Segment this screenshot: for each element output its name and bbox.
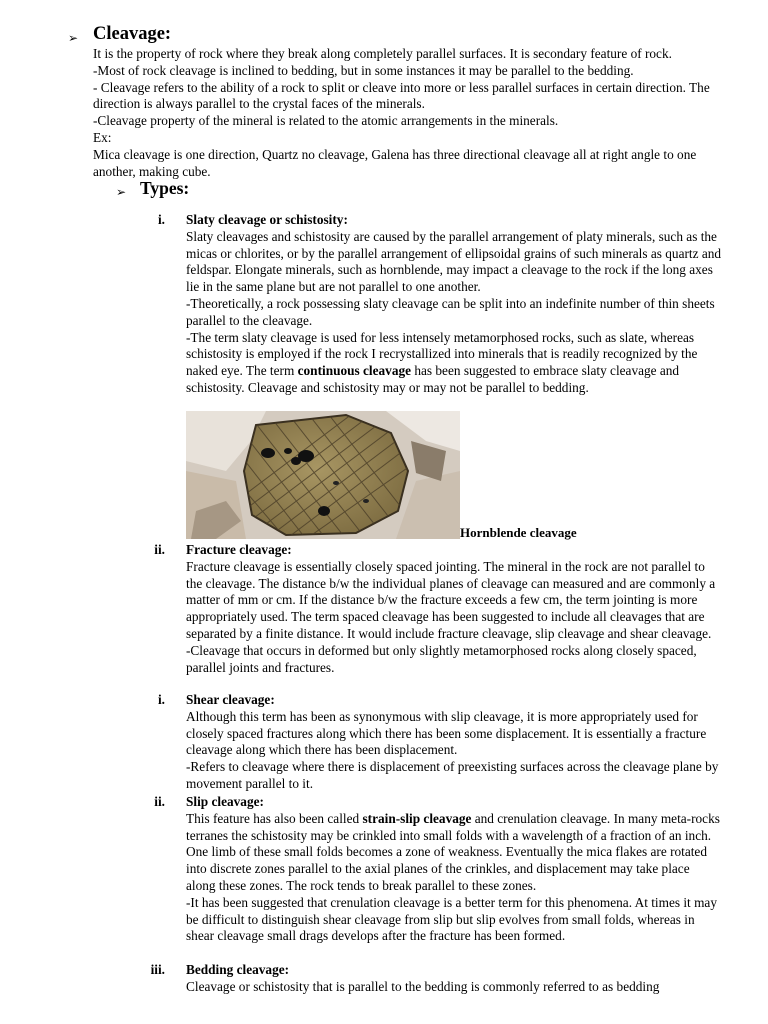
item-paragraph: -The term slaty cleavage is used for less intensely metamorphosed rocks, such as slate, whereas schistosity is employed if the rock I recrystallized into minerals that is readily recognized by the naked eye. The term continuous cleavage has been suggested to embrace slaty cleavage and schistosity. Cleavage and schistosity may or may not be parallel to bedding. xyxy=(186,329,698,395)
item-title: Fracture cleavage: xyxy=(186,542,292,557)
item-paragraph: -It has been suggested that crenulation cleavage is a better term for this phenomena. At times it may be difficult to distinguish shear cleavage from slip but slip evolves from small folds, whereas in shear cleavage small drags develops after the fracture has been formed. xyxy=(186,894,717,944)
figure-caption: Hornblende cleavage xyxy=(460,525,577,540)
item-title: Bedding cleavage: xyxy=(186,962,290,977)
item-title: Shear cleavage: xyxy=(186,692,275,707)
list-number: i. xyxy=(157,692,165,707)
arrow-bullet-icon: ➢ xyxy=(116,185,127,199)
item-paragraph: -Cleavage that occurs in deformed but only slightly metamorphosed rocks along closely spaced, parallel joints and fractures. xyxy=(186,642,697,675)
item-paragraph: This feature has also been called strain-slip cleavage and crenulation cleavage. In many meta-rocks terranes the schistosity may be crinkled into small folds with a wavelength of a fraction of an inch. One limb of these small folds becomes a zone of weakness. Eventually the mica flakes are rotated into discrete zones parallel to the axial planes of the crinkles, and displacement may take place along these zones. The rock tends to break parallel to these zones. xyxy=(186,810,720,893)
intro-paragraph: It is the property of rock where they break along completely parallel surfaces. It is secondary feature of rock. xyxy=(93,46,672,61)
hornblende-cleavage-photo xyxy=(186,411,460,539)
intro-paragraph: - Cleavage refers to the ability of a rock to split or cleave into more or less parallel surfaces in certain direction. The direction is always parallel to the crystal faces of the minerals. xyxy=(93,79,710,112)
list-number: iii. xyxy=(150,962,165,977)
item-paragraph: Cleavage or schistosity that is parallel to the bedding is commonly referred to as bedding xyxy=(186,978,660,994)
intro-text xyxy=(93,46,721,180)
intro-paragraph: -Cleavage property of the mineral is related to the atomic arrangements in the minerals. xyxy=(93,113,559,129)
list-number: ii. xyxy=(154,794,165,809)
item-title: Slaty cleavage or schistosity: xyxy=(186,212,348,227)
bold-term: strain-slip cleavage xyxy=(362,810,472,826)
bold-term: continuous cleavage xyxy=(297,363,412,379)
list-number: ii. xyxy=(154,542,165,557)
subsection-title: Types: xyxy=(140,178,190,198)
item-paragraph: Slaty cleavages and schistosity are caused by the parallel arrangement of platy minerals, such as the micas or chlorites, or by the parallel arrangement of ellipsoidal grains of such minerals as quartz and feldspar. Elongate minerals, such as hornblende, may impact a cleavage to the rock if the long axes lie in the same plane but are not parallel to one another. xyxy=(186,228,722,295)
item-title: Slip cleavage: xyxy=(186,794,264,809)
item-paragraph: Fracture cleavage is essentially closely spaced jointing. The mineral in the rock are not parallel to the cleavage. The distance b/w the individual planes of cleavage can measured and are commonly a matter of mm or cm. If the distance b/w the fracture exceeds a few cm, the term jointing is more appropriately used. The term spaced cleavage has been suggested to include all cleavages that are separated by a finite distance. It would include fracture cleavage, slip cleavage and shear cleavage. xyxy=(186,558,716,641)
item-paragraph: -Theoretically, a rock possessing slaty cleavage can be split into an indefinite number of thin sheets parallel to the cleavage. xyxy=(186,295,715,328)
intro-paragraph: Ex: xyxy=(93,129,112,145)
intro-paragraph: -Most of rock cleavage is inclined to bedding, but in some instances it may be parallel to the bedding. xyxy=(93,62,634,78)
intro-paragraph: Mica cleavage is one direction, Quartz no cleavage, Galena has three directional cleavage all at right angle to one another, making cube. xyxy=(93,146,697,179)
list-number: i. xyxy=(157,212,165,227)
item-paragraph: Although this term has been as synonymous with slip cleavage, it is more appropriately used for closely spaced fractures along which there has been some displacement. It is essentially a fracture cleavage along which there has been displacement. xyxy=(186,708,707,758)
section-title: Cleavage: xyxy=(93,24,172,44)
arrow-bullet-icon: ➢ xyxy=(68,31,79,45)
item-paragraph: -Refers to cleavage where there is displacement of preexisting surfaces across the cleavage plane by movement parallel to it. xyxy=(186,759,719,791)
